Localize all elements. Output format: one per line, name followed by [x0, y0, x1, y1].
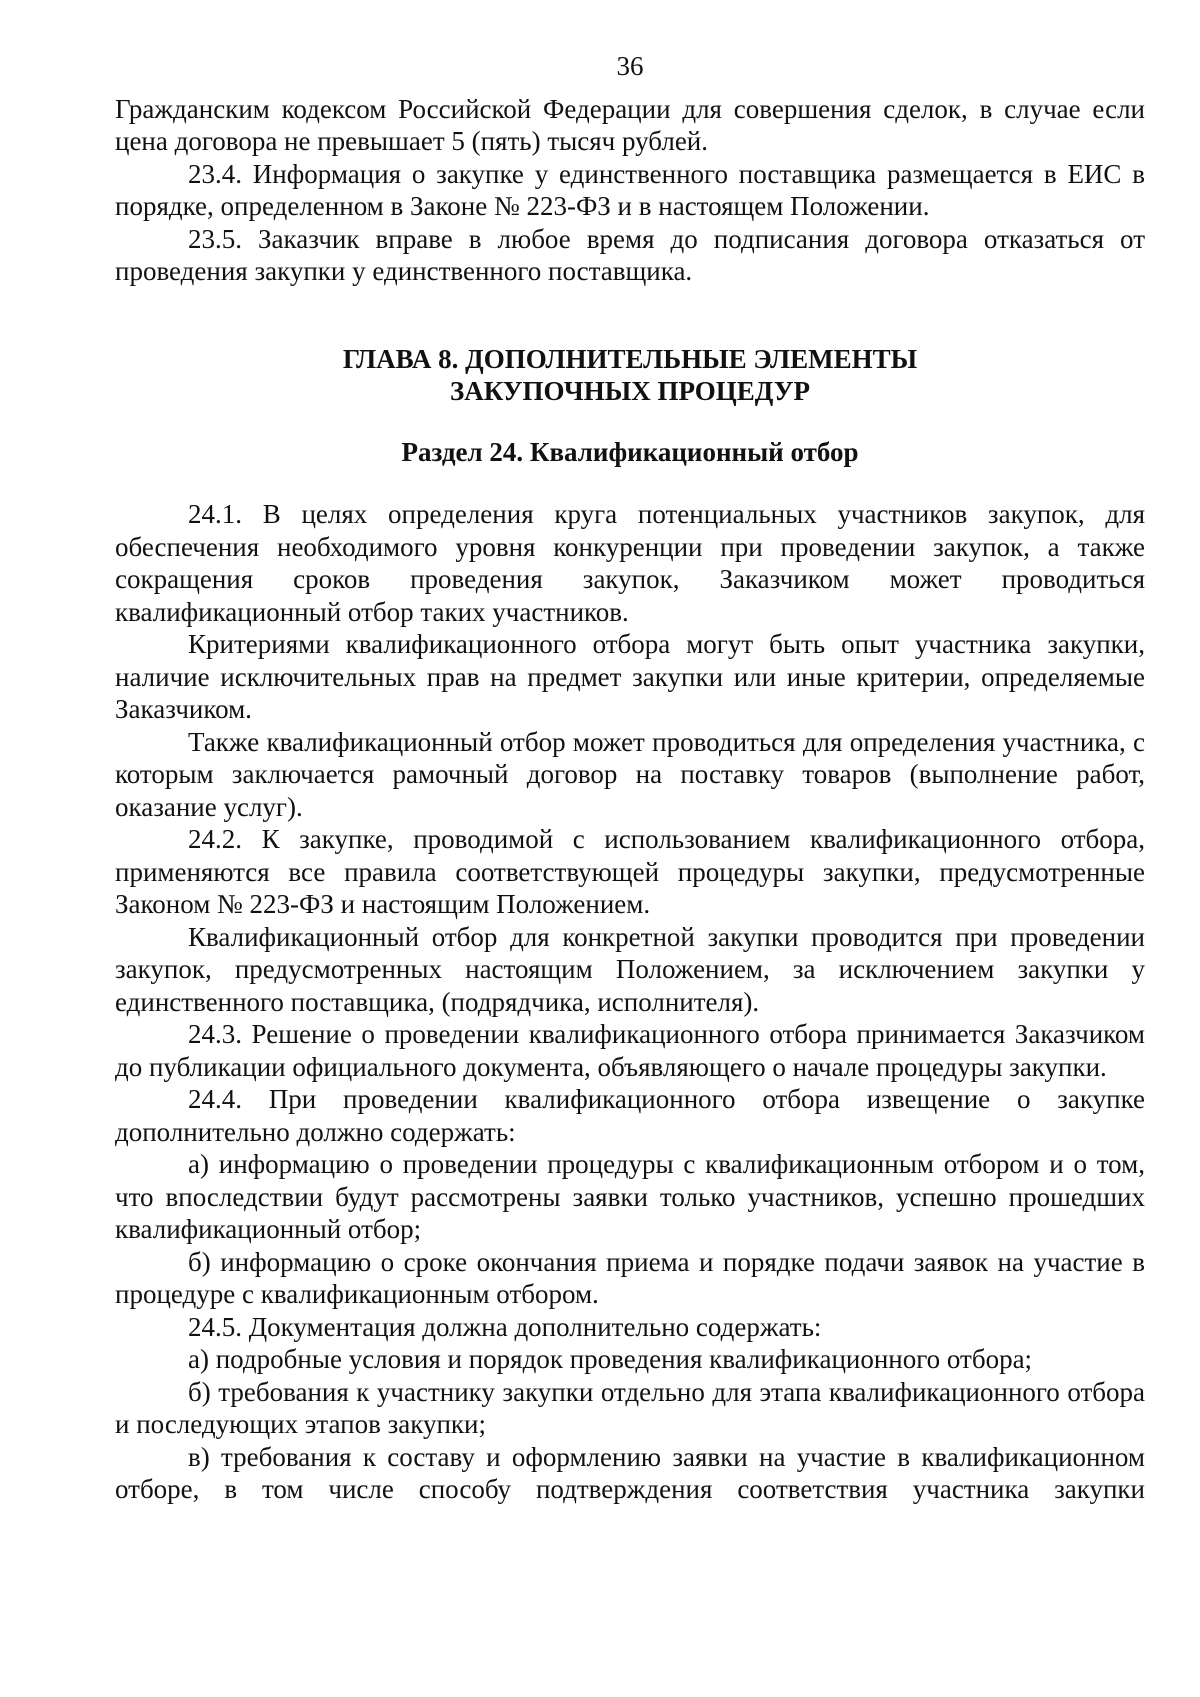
- page-number: 36: [616, 51, 644, 81]
- chapter-heading: [115, 343, 1145, 408]
- paragraph-24-5: 24.5. Документация должна дополнительно содержать:: [188, 1311, 822, 1342]
- paragraph-23-4: 23.4. Информация о закупке у единственного поставщика размещается в ЕИС в порядке, определенном в Законе № 223-ФЗ и в настоящем Положении.: [115, 158, 1145, 221]
- chapter-heading-line-2: ЗАКУПОЧНЫХ ПРОЦЕДУР: [449, 376, 811, 406]
- paragraph-24-4-a: а) информацию о проведении процедуры с квалификационным отбором и о том, что впоследствии будут рассмотрены заявки только участников, успешно прошедших квалификационный отбор;: [115, 1149, 1145, 1244]
- document-page: [115, 50, 1145, 1506]
- paragraph-framework-agreement: Также квалификационный отбор может проводиться для определения участника, с которым заключается рамочный договор на поставку товаров (выполнение работ, оказание услуг).: [115, 726, 1145, 822]
- paragraph-24-1: 24.1. В целях определения круга потенциальных участников закупок, для обеспечения необходимого уровня конкуренции при проведении закупок, а также сокращения сроков проведения закупок, Заказчиком может проводиться квалификационный отбор таких участников.: [115, 499, 1145, 627]
- paragraph-23-5: 23.5. Заказчик вправе в любое время до подписания договора отказаться от проведения закупки у единственного поставщика.: [115, 223, 1145, 286]
- paragraph-24-4-b: б) информацию о сроке окончания приема и порядке подачи заявок на участие в процедуре с квалификационным отбором.: [115, 1246, 1145, 1309]
- paragraph-24-5-b: б) требования к участнику закупки отдельно для этапа квалификационного отбора и последующих этапов закупки;: [115, 1376, 1145, 1439]
- paragraph-24-4: 24.4. При проведении квалификационного отбора извещение о закупке дополнительно должно содержать:: [115, 1084, 1145, 1147]
- section-heading: Раздел 24. Квалификационный отбор: [401, 436, 859, 467]
- paragraph-criteria: Критериями квалификационного отбора могут быть опыт участника закупки, наличие исключительных прав на предмет закупки или иные критерии, определяемые Заказчиком.: [115, 629, 1145, 724]
- chapter-heading-line-1: ГЛАВА 8. ДОПОЛНИТЕЛЬНЫЕ ЭЛЕМЕНТЫ: [342, 343, 918, 374]
- paragraph-continuation: Гражданским кодексом Российской Федерации для совершения сделок, в случае если цена договора не превышает 5 (пять) тысяч рублей.: [115, 93, 1145, 156]
- paragraph-24-5-a: а) подробные условия и порядок проведения квалификационного отбора;: [188, 1344, 1033, 1374]
- paragraph-24-3: 24.3. Решение о проведении квалификационного отбора принимается Заказчиком до публикации официального документа, объявляющего о начале процедуры закупки.: [115, 1019, 1145, 1082]
- paragraph-24-5-v: в) требования к составу и оформлению заявки на участие в квалификационном отборе, в том числе способу подтверждения соответствия участника закупки: [115, 1441, 1145, 1504]
- paragraph-24-2: 24.2. К закупке, проводимой с использованием квалификационного отбора, применяются все правила соответствующей процедуры закупки, предусмотренные Законом № 223-ФЗ и настоящим Положением.: [115, 824, 1145, 919]
- paragraph-specific-purchase: Квалификационный отбор для конкретной закупки проводится при проведении закупок, предусмотренных настоящим Положением, за исключением закупки у единственного поставщика, (подрядчика, исполнителя).: [115, 921, 1145, 1017]
